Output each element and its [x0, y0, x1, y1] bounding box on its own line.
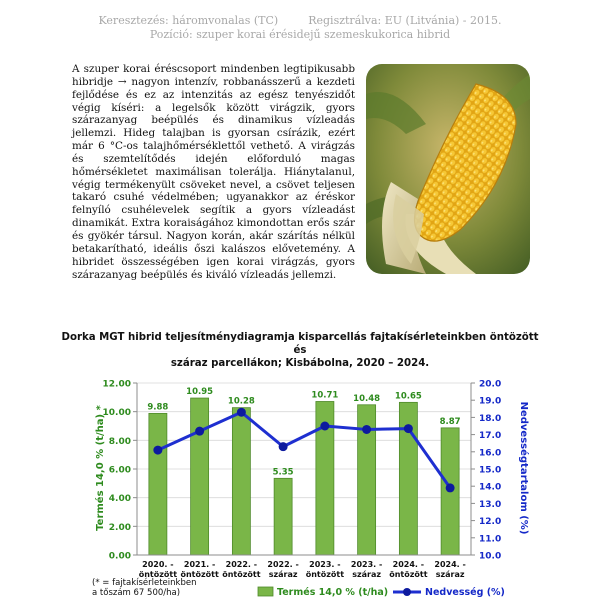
x-category-label: száraz [352, 570, 382, 579]
x-category-label: száraz [268, 570, 298, 579]
footnote-line-1: (* = fajtakísérleteinkben [92, 578, 197, 588]
x-category-label: 2022. - [225, 560, 258, 569]
x-category-label: 2022. - [267, 560, 299, 569]
yield-value-label: 9.88 [147, 402, 169, 413]
left-tick-label: 6.00 [108, 465, 131, 476]
legend-yield-label: Termés 14,0 % (t/ha) [277, 587, 389, 598]
moisture-point [279, 442, 288, 451]
right-tick-label: 15.0 [479, 465, 502, 476]
right-tick-label: 18.0 [479, 413, 502, 424]
footnote-line-2: a tőszám 67 500/ha) [92, 588, 181, 598]
legend-yield-swatch [258, 587, 273, 596]
yield-bar [232, 408, 250, 555]
left-tick-label: 4.00 [108, 494, 131, 505]
x-category-label: 2021. - [183, 560, 216, 569]
legend-moisture-marker [403, 588, 411, 596]
x-category-label: 2024. - [434, 560, 466, 569]
x-category-label: 2023. - [309, 560, 341, 569]
left-axis-label: Termés 14,0 % (t/ha) * [95, 405, 106, 531]
left-tick-label: 10.00 [102, 408, 131, 419]
hybrid-position: Pozíció: szuper korai érésidejű szemeskukorica hibrid [149, 28, 451, 41]
yield-bar [149, 413, 167, 555]
yield-bar [274, 478, 292, 555]
hybrid-description: A szuper korai éréscsoport mindenben legtipikusabb hibridje → nagyon intenzív, robbanásszerű a kezdeti fejlődése és ez az intenzitás az egész tenyészidőt végig kíséri: a legelsők között virágzik, gyors szárazanyag beépülés és dinamikus vízleadás jellemzi. Hideg talajban is gyorsan csírázik, ezért már 6 °C-os talajhőmérséklettől vethető. A virágzás és szemtelítődés idején előforduló magas hőmérsékletet maximálisan tolerálja. Hiánytalanul, végig termékenyült csöveket nevel, a csövet teljesen takaró csuhé védelmében; ugyanakkor az éréskor felnyíló csuhélevelek segítik a gyors vízleadást dinamikát. Extra koraiságához kimondottan erős szár és gyökér társul. Nagyon korán, akár szárítás nélkül betakarítható, ideális őszi kalászos elővetemény. A hibridet összességében igen korai virágzás, gyors szárazanyag beépülés és kiváló vízleadás jellemzi. [72, 63, 355, 281]
right-tick-label: 13.0 [479, 499, 502, 510]
left-tick-label: 2.00 [108, 522, 131, 533]
right-tick-label: 14.0 [479, 482, 502, 493]
right-axis-label: Nedvességtartalom (%) [518, 401, 529, 535]
x-category-label: öntözött [138, 570, 178, 579]
moisture-point [446, 483, 455, 492]
x-category-label: 2023. - [350, 560, 383, 569]
moisture-point [362, 425, 371, 434]
right-tick-label: 11.0 [479, 534, 502, 545]
left-tick-label: 8.00 [108, 436, 131, 447]
moisture-point [237, 408, 246, 417]
crossing-type: Keresztezés: háromvonalas (TC) [98, 14, 279, 27]
x-category-label: öntözött [389, 570, 428, 579]
moisture-point [153, 446, 162, 455]
yield-bar [191, 398, 209, 555]
right-tick-label: 16.0 [479, 448, 502, 459]
yield-value-label: 8.87 [439, 416, 461, 427]
right-axis-ticks [471, 380, 501, 562]
right-tick-label: 19.0 [479, 396, 502, 407]
right-tick-label: 12.0 [479, 517, 502, 528]
yield-value-label: 10.48 [353, 393, 381, 404]
yield-value-label: 5.35 [272, 467, 294, 478]
x-category-label: öntözött [305, 570, 345, 579]
moisture-point [195, 427, 204, 436]
yield-value-label: 10.65 [394, 391, 422, 402]
left-axis-ticks [103, 380, 137, 562]
right-tick-label: 10.0 [479, 551, 502, 562]
chart-title-line-2: száraz parcellákon; Kisbábolna, 2020 – 2024. [170, 358, 430, 369]
moisture-point [404, 424, 413, 433]
chart-legend [258, 587, 505, 598]
yield-value-label: 10.71 [311, 390, 339, 401]
x-category-label: száraz [435, 570, 465, 579]
left-tick-label: 0.00 [108, 551, 131, 562]
yield-value-label: 10.95 [186, 387, 214, 398]
right-tick-label: 20.0 [479, 379, 502, 390]
left-tick-label: 12.00 [102, 379, 131, 390]
registration-info: Regisztrálva: EU (Litvánia) - 2015. [308, 14, 502, 27]
right-tick-label: 17.0 [479, 431, 502, 442]
x-category-label: öntözött [180, 570, 219, 579]
chart-gridlines [137, 383, 471, 555]
x-category-label: 2020. - [142, 560, 174, 569]
yield-value-label: 10.28 [227, 396, 255, 407]
x-axis-categories [139, 560, 466, 579]
legend-moisture-label: Nedvesség (%) [425, 587, 505, 598]
moisture-point [320, 422, 329, 431]
chart-title-line-1: Dorka MGT hibrid teljesítménydiagramja kisparcellás fajtakísérleteinkben öntözött és [61, 332, 539, 356]
x-category-label: 2024. - [392, 560, 425, 569]
x-category-label: öntözött [222, 570, 261, 579]
chart-footnote [92, 578, 196, 598]
